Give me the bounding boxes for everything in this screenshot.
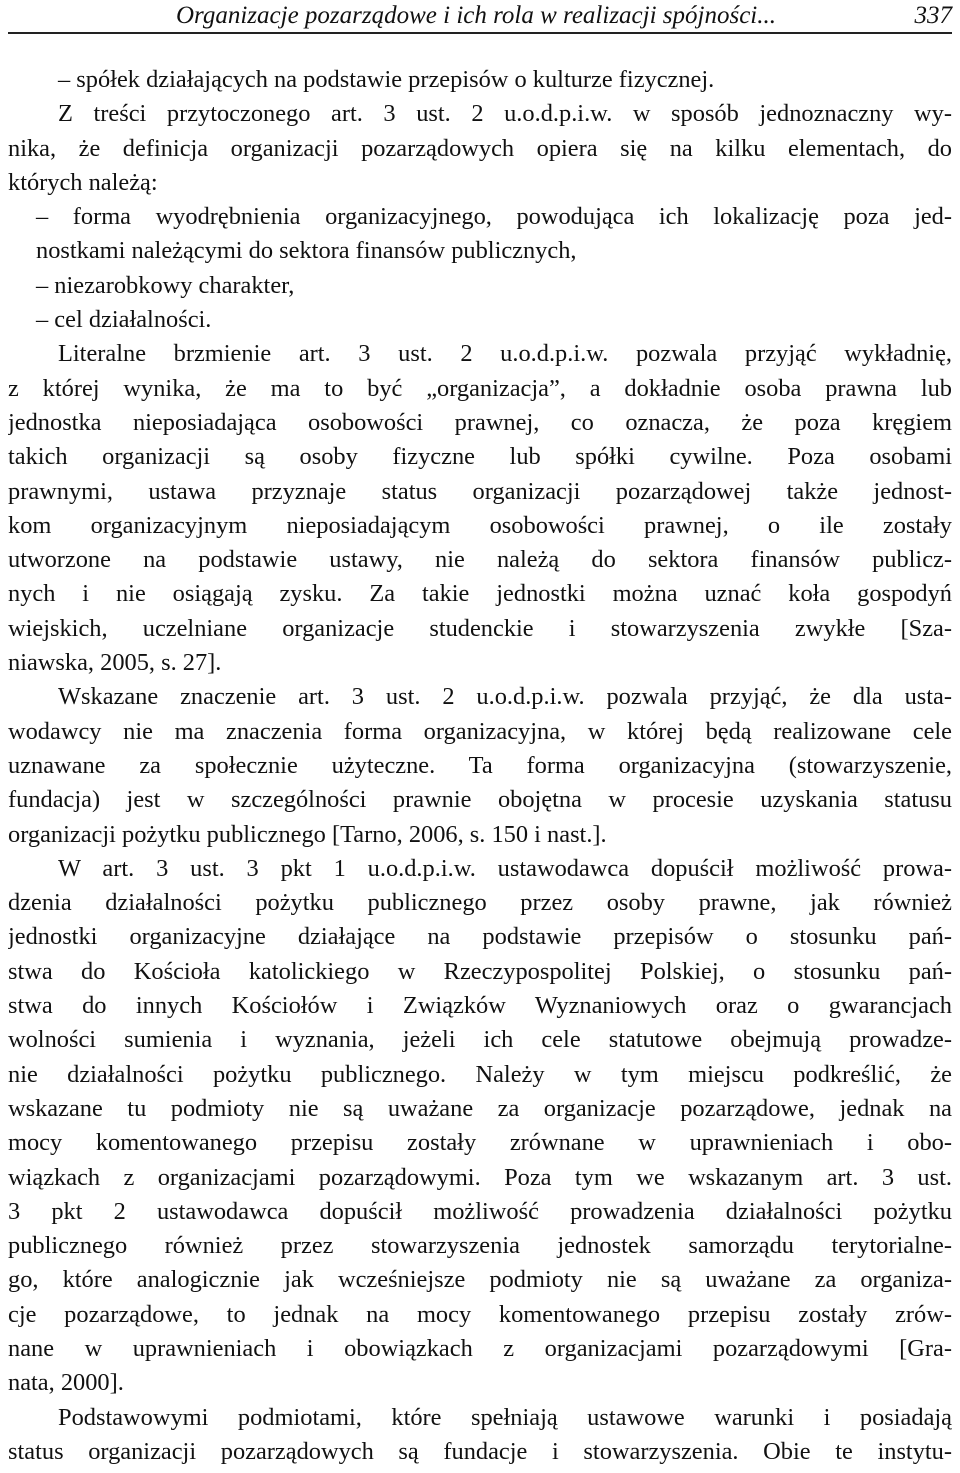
text-line: go, które analogicznie jak wcześniejsze podmioty nie są uważane za organiza-	[8, 1266, 952, 1294]
text-line: nane w uprawnieniach i obowiązkach z organizacjami pozarządowymi [Gra-	[8, 1334, 952, 1362]
text-line: wskazane tu podmioty nie są uważane za organizacje pozarządowe, jednak na	[8, 1094, 952, 1122]
list-item: – niezarobkowy charakter,	[36, 271, 295, 299]
text-line: nata, 2000].	[8, 1369, 124, 1397]
text-line: nie działalności pożytku publicznego. Należy w tym miejscu podkreślić, że	[8, 1060, 952, 1088]
text-line: utworzone na podstawie ustawy, nie należą do sektora finansów publicz-	[8, 546, 952, 574]
text-line: status organizacji pozarządowych są fundacje i stowarzyszenia. Obie te instytu-	[8, 1437, 952, 1465]
text-line: nych i nie osiągają zysku. Za takie jednostki można uznać koła gospodyń	[8, 580, 952, 608]
list-item: – cel działalności.	[36, 306, 212, 334]
text-line: cje pozarządowe, to jednak na mocy komentowanego przepisu zostały zrów-	[8, 1300, 952, 1328]
text-line: publicznego również przez stowarzyszenia jednostek samorządu terytorialne-	[8, 1232, 952, 1260]
text-line: jednostka nieposiadająca osobowości prawnej, co oznacza, że poza kręgiem	[8, 408, 952, 436]
text-line: Podstawowymi podmiotami, które spełniają ustawowe warunki i posiadają	[58, 1403, 952, 1431]
text-line: jednostki organizacyjne działające na podstawie przepisów o stosunku pań-	[8, 923, 952, 951]
text-line: 3 pkt 2 ustawodawca dopuścił możliwość prowadzenia działalności pożytku	[8, 1197, 952, 1225]
text-line: stwa do innych Kościołów i Związków Wyznaniowych oraz o gwarancjach	[8, 992, 952, 1020]
text-line: W art. 3 ust. 3 pkt 1 u.o.d.p.i.w. ustawodawca dopuścił możliwość prowa-	[58, 854, 952, 882]
list-item: – forma wyodrębnienia organizacyjnego, powodująca ich lokalizację poza jed-	[36, 203, 952, 231]
page-number: 337	[914, 2, 952, 29]
running-title: Organizacje pozarządowe i ich rola w realizacji spójności...	[176, 2, 776, 29]
page-body	[8, 63, 952, 1469]
page-header	[8, 0, 952, 34]
text-line: nika, że definicja organizacji pozarządowych opiera się na kilku elementach, do	[8, 134, 952, 162]
text-line: prawnymi, ustawa przyznaje status organizacji pozarządowej także jednost-	[8, 477, 952, 505]
text-line: wolności sumienia i wyznania, jeżeli ich cele statutowe obejmują prowadze-	[8, 1026, 952, 1054]
text-line: fundacja) jest w szczególności prawnie obojętna w procesie uzyskania statusu	[8, 786, 952, 814]
text-line: kom organizacyjnym nieposiadającym osobowości prawnej, o ile zostały	[8, 511, 952, 539]
text-line: uznawane za społecznie użyteczne. Ta forma organizacyjna (stowarzyszenie,	[8, 751, 952, 779]
text-line: których należą:	[8, 168, 158, 196]
text-line: Wskazane znaczenie art. 3 ust. 2 u.o.d.p.i.w. pozwala przyjąć, że dla usta-	[58, 683, 952, 711]
text-line: Z treści przytoczonego art. 3 ust. 2 u.o.d.p.i.w. w sposób jednoznaczny wy-	[58, 100, 952, 128]
text-line: dzenia działalności pożytku publicznego przez osoby prawne, jak również	[8, 889, 952, 917]
text-line: – spółek działających na podstawie przepisów o kulturze fizycznej.	[58, 66, 715, 93]
text-line: wiązkach z organizacjami pozarządowymi. Poza tym we wskazanym art. 3 ust.	[8, 1163, 952, 1191]
text-line: wodawcy nie ma znaczenia forma organizacyjna, w której będą realizowane cele	[8, 717, 952, 745]
list-item-continuation: nostkami należącymi do sektora finansów publicznych,	[36, 237, 577, 265]
text-line: mocy komentowanego przepisu zostały zrównane w uprawnieniach i obo-	[8, 1129, 952, 1157]
text-line: niawska, 2005, s. 27].	[8, 649, 222, 677]
text-line: organizacji pożytku publicznego [Tarno, 2006, s. 150 i nast.].	[8, 820, 607, 848]
text-line: Literalne brzmienie art. 3 ust. 2 u.o.d.p.i.w. pozwala przyjąć wykładnię,	[58, 340, 952, 368]
text-line: wiejskich, uczelniane organizacje studenckie i stowarzyszenia zwykłe [Sza-	[8, 614, 952, 642]
text-line: z której wynika, że ma to być „organizacja”, a dokładnie osoba prawna lub	[8, 374, 952, 402]
text-line: stwa do Kościoła katolickiego w Rzeczypospolitej Polskiej, o stosunku pań-	[8, 957, 952, 985]
text-line: takich organizacji są osoby fizyczne lub spółki cywilne. Poza osobami	[8, 443, 952, 471]
